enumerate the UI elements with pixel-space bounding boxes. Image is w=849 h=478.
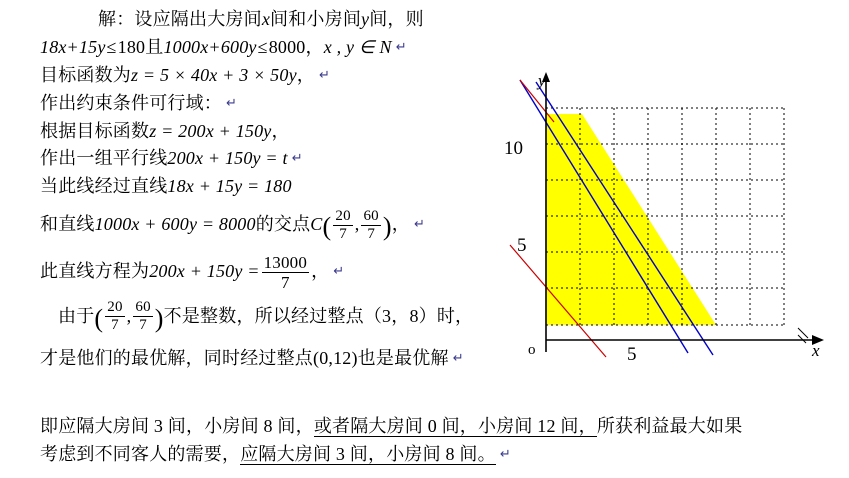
expr-xy-in-N: x , y ∈ N	[323, 36, 392, 57]
line-when-passes	[40, 173, 540, 201]
expr-18x: 18x	[40, 36, 67, 57]
y-tick-label-5: 5	[517, 235, 527, 256]
pilcrow-icon-5: ↵	[413, 216, 426, 232]
frac-13000-bot: 7	[262, 272, 310, 292]
expr-line-equation: 200x + 150y =	[149, 261, 260, 282]
pilcrow-icon-6: ↵	[333, 263, 345, 279]
solution-text-column	[40, 6, 540, 373]
label-because: 由于	[58, 305, 95, 326]
x-axis-label: x	[812, 341, 820, 360]
expr-objective: z = 5 × 40x + 3 × 50y	[131, 64, 297, 85]
paren-close-1: )	[382, 212, 392, 242]
line-solution-setup	[40, 6, 540, 34]
expr-per-objective: z = 200x + 150y	[149, 120, 272, 141]
frac-13000-7	[262, 253, 310, 292]
pilcrow-icon-3: ↵	[226, 94, 238, 110]
x-tick-label-5: 5	[627, 344, 637, 360]
op-le-1: ≤	[106, 36, 117, 57]
pilcrow-icon-1: ↵	[395, 38, 407, 54]
frac-20-7	[333, 208, 352, 243]
frac-60-7-b-bot: 7	[133, 316, 152, 334]
op-plus-1: +	[67, 36, 78, 57]
y-axis-label: y	[538, 71, 546, 90]
line-parallel	[40, 145, 540, 173]
label-intersection: 的交点	[255, 214, 311, 235]
expr-600y: 600y	[220, 36, 257, 57]
var-y: y	[361, 9, 370, 29]
frac-13000-top: 13000	[263, 252, 308, 272]
point-C: C	[310, 214, 323, 235]
text-conclusion-2a: 考虑到不同客人的需要，	[40, 444, 241, 465]
y-tick-label-10: 10	[504, 138, 523, 159]
text-optimal: 才是他们的最优解，同时经过整点(0,12)也是最优解	[40, 347, 449, 368]
line-optimal	[40, 345, 540, 373]
frac-20-7-b	[105, 299, 124, 334]
expr-when-line: 18x + 15y = 180	[167, 176, 292, 197]
op-plus-2: +	[209, 36, 220, 57]
paren-close-2: )	[154, 303, 164, 333]
text-not-integer: 不是整数，所以经过整点（3，8）时，	[163, 305, 474, 326]
num-8000: 8000	[268, 36, 306, 57]
frac-20-7-top: 20	[335, 207, 351, 224]
feasible-region-graph	[498, 70, 828, 360]
text-conclusion-2b: 应隔大房间 3 间，小房间 8 间。	[240, 444, 496, 465]
frac-60-7-b	[133, 299, 152, 334]
text-and: 且	[145, 36, 164, 57]
expr-1000x: 1000x	[163, 36, 209, 57]
frac-20-7-b-top: 20	[107, 299, 123, 316]
frac-60-7	[361, 208, 380, 243]
frac-separator-2: ,	[126, 305, 132, 326]
frac-20-7-bot: 7	[333, 225, 352, 243]
line-per-objective	[40, 118, 540, 146]
line-intersection	[40, 201, 540, 253]
label-and-line: 和直线	[40, 214, 95, 235]
pilcrow-icon-7: ↵	[452, 349, 464, 365]
origin-label: o	[528, 342, 536, 358]
text-solution-prefix: 解：设应隔出大房间	[98, 9, 262, 29]
text-comma-1: ，	[305, 36, 324, 57]
label-per-objective: 根据目标函数	[40, 120, 150, 141]
label-feasible-region: 作出约束条件可行域：	[40, 92, 222, 113]
num-180: 180	[117, 36, 146, 57]
frac-60-7-bot: 7	[361, 225, 380, 243]
label-line-equation: 此直线方程为	[40, 261, 150, 282]
text-mid1: 间和小房间	[270, 9, 362, 29]
text-comma-3: ，	[271, 120, 290, 141]
expr-parallel: 200x + 150y = t	[167, 148, 288, 169]
text-mid2: 间，则	[369, 9, 424, 29]
label-objective: 目标函数为	[40, 64, 131, 85]
text-conclusion-1c: 所获利益最大如果	[596, 416, 743, 436]
conclusion-line-2	[40, 440, 830, 468]
text-comma-4: ，	[391, 214, 410, 235]
line-feasible-region	[40, 90, 540, 118]
paren-open-2: (	[94, 303, 104, 333]
conclusion-line-1	[40, 412, 830, 440]
text-comma-2: ，	[296, 64, 315, 85]
feasible-region-fill	[546, 114, 716, 325]
op-le-2: ≤	[257, 36, 268, 57]
var-x: x	[261, 9, 271, 29]
expr-and-line: 1000x + 600y = 8000	[94, 214, 256, 235]
frac-60-7-b-top: 60	[135, 299, 151, 316]
text-conclusion-1b: 或者隔大房间 0 间，小房间 12 间，	[313, 416, 597, 436]
frac-20-7-b-bot: 7	[105, 316, 124, 334]
conclusion-block	[40, 412, 830, 469]
pilcrow-icon-8: ↵	[499, 446, 511, 462]
line-line-equation	[40, 253, 540, 292]
frac-60-7-top: 60	[363, 207, 379, 224]
frac-separator-1: ,	[354, 214, 360, 235]
label-when-passes: 当此线经过直线	[40, 176, 168, 197]
line-objective	[40, 62, 540, 90]
line-because-not-integer	[40, 293, 540, 345]
paren-open-1: (	[322, 212, 332, 242]
pilcrow-icon-2: ↵	[318, 66, 331, 82]
pilcrow-icon-4: ↵	[291, 150, 303, 166]
text-comma-5: ，	[311, 261, 330, 282]
expr-15y: 15y	[78, 36, 106, 57]
text-conclusion-1a: 即应隔大房间 3 间，小房间 8 间，	[40, 416, 314, 436]
line-constraints	[40, 34, 540, 62]
label-parallel: 作出一组平行线	[40, 148, 168, 169]
